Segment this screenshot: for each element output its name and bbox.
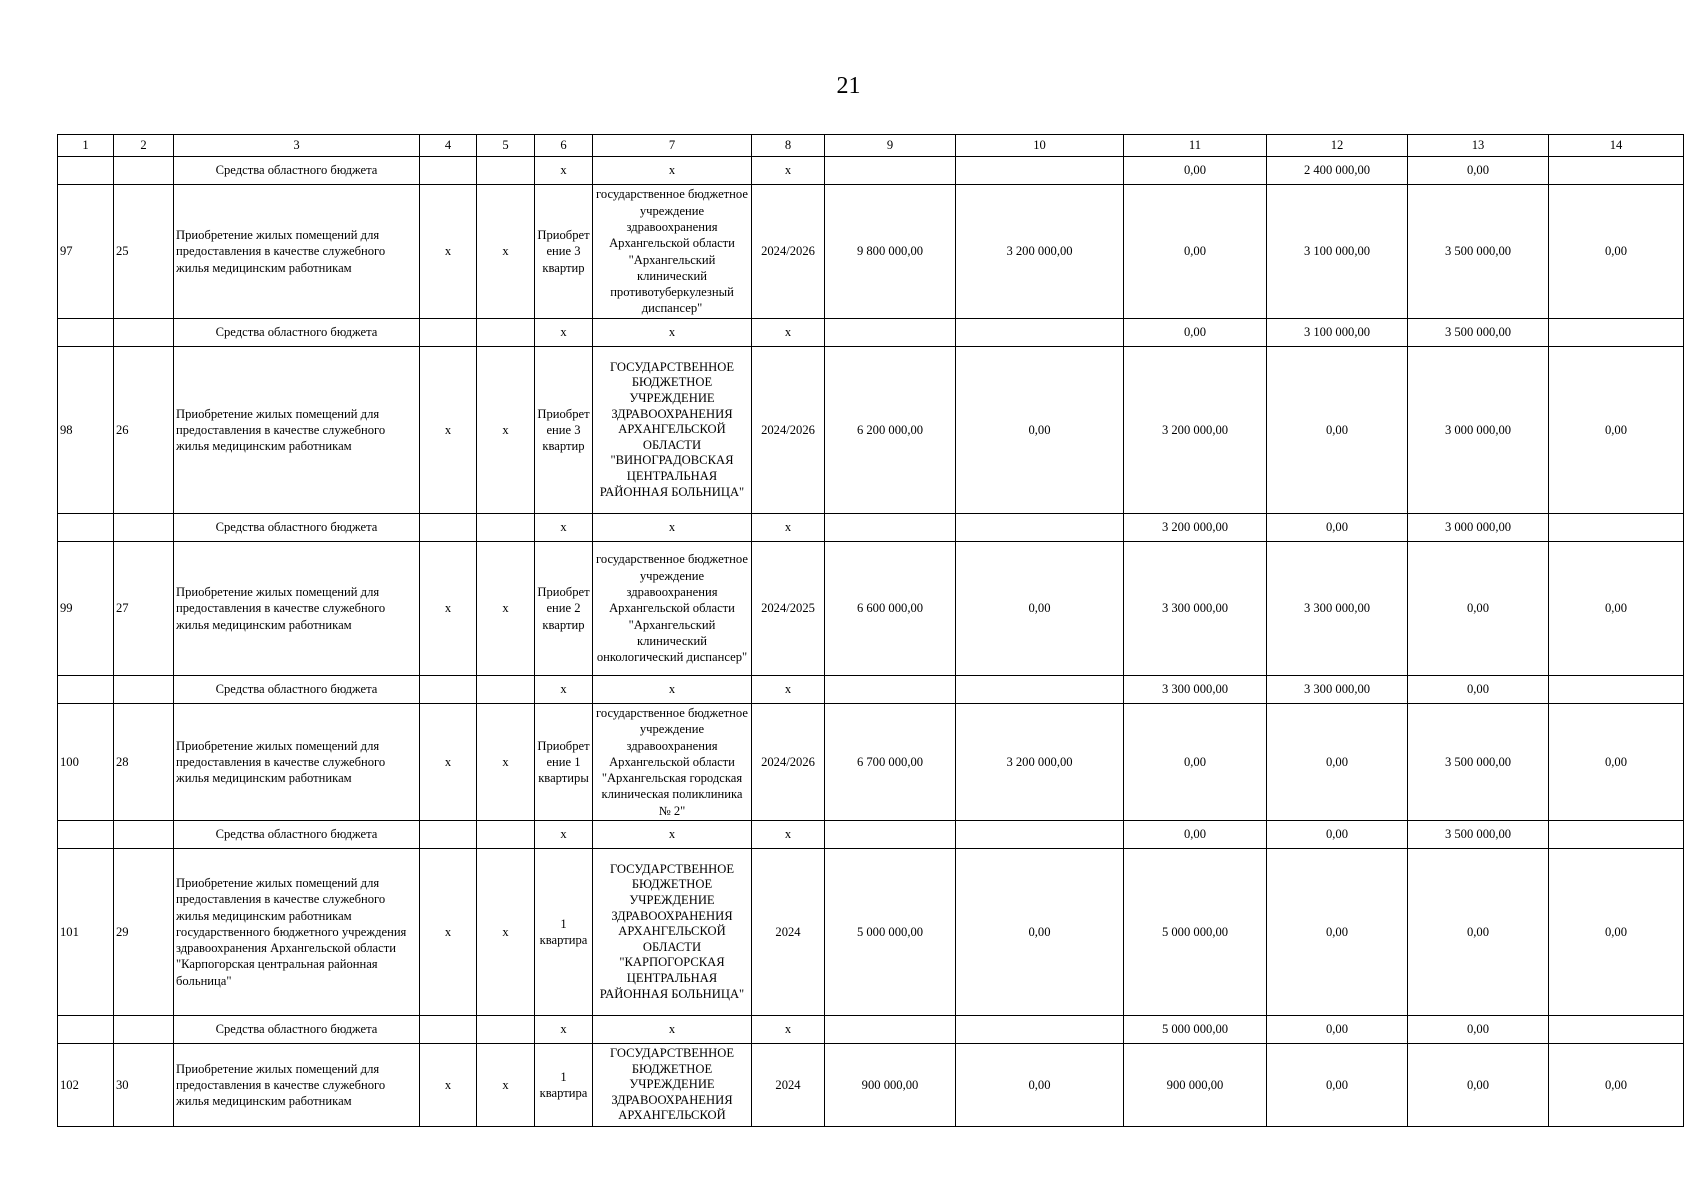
- total-amount: [825, 514, 956, 542]
- amount-col11: 3 200 000,00: [1124, 347, 1267, 514]
- total-amount: 6 200 000,00: [825, 347, 956, 514]
- result-description: 1 квартира: [535, 849, 593, 1016]
- cell-col4: х: [420, 347, 477, 514]
- amount-col10: [956, 821, 1124, 849]
- responsible-organization: х: [593, 821, 752, 849]
- table-header-row: [58, 135, 1684, 157]
- cell-col5: [477, 676, 535, 704]
- responsible-organization: государственное бюджетное учреждение здравоохранения Архангельской области "Архангельский клинический онкологический диспансер": [593, 542, 752, 676]
- result-description: Приобретение 2 квартир: [535, 542, 593, 676]
- amount-col10: [956, 676, 1124, 704]
- table-row: [58, 849, 1684, 1016]
- total-amount: 900 000,00: [825, 1044, 956, 1127]
- result-description: 1 квартира: [535, 1044, 593, 1127]
- period-years: х: [752, 821, 825, 849]
- period-years: х: [752, 157, 825, 185]
- amount-col13: 0,00: [1408, 157, 1549, 185]
- event-name: Средства областного бюджета: [174, 514, 420, 542]
- amount-col13: 3 000 000,00: [1408, 347, 1549, 514]
- total-amount: 6 700 000,00: [825, 704, 956, 821]
- amount-col10: 0,00: [956, 542, 1124, 676]
- item-number: [114, 157, 174, 185]
- amount-col12: 0,00: [1267, 1044, 1408, 1127]
- result-description: х: [535, 676, 593, 704]
- amount-col11: 0,00: [1124, 821, 1267, 849]
- page-number: 21: [836, 73, 861, 99]
- budget-source-row: [58, 319, 1684, 347]
- column-number-header: 12: [1267, 135, 1408, 157]
- result-description: х: [535, 157, 593, 185]
- budget-source-row: [58, 1016, 1684, 1044]
- total-amount: [825, 1016, 956, 1044]
- item-number: [114, 514, 174, 542]
- responsible-organization: государственное бюджетное учреждение здравоохранения Архангельской области "Архангельский клинический противотуберкулезный диспансер": [593, 185, 752, 319]
- period-years: 2024/2026: [752, 704, 825, 821]
- amount-col13: 3 500 000,00: [1408, 185, 1549, 319]
- row-number: 100: [58, 704, 114, 821]
- period-years: 2024: [752, 849, 825, 1016]
- item-number: 26: [114, 347, 174, 514]
- cell-col4: [420, 1016, 477, 1044]
- event-name: Средства областного бюджета: [174, 676, 420, 704]
- amount-col14: 0,00: [1549, 1044, 1684, 1127]
- table-row: [58, 542, 1684, 676]
- budget-source-row: [58, 514, 1684, 542]
- amount-col12: 0,00: [1267, 514, 1408, 542]
- row-number: 101: [58, 849, 114, 1016]
- total-amount: [825, 319, 956, 347]
- amount-col12: 3 300 000,00: [1267, 542, 1408, 676]
- responsible-organization: ГОСУДАРСТВЕННОЕ БЮДЖЕТНОЕ УЧРЕЖДЕНИЕ ЗДРАВООХРАНЕНИЯ АРХАНГЕЛЬСКОЙ ОБЛАСТИ "ВИНОГРАДОВСКАЯ ЦЕНТРАЛЬНАЯ РАЙОННАЯ БОЛЬНИЦА": [593, 347, 752, 514]
- column-number-header: 4: [420, 135, 477, 157]
- amount-col13: 0,00: [1408, 1016, 1549, 1044]
- column-number-header: 6: [535, 135, 593, 157]
- amount-col14: [1549, 676, 1684, 704]
- cell-col5: х: [477, 704, 535, 821]
- total-amount: 5 000 000,00: [825, 849, 956, 1016]
- result-description: х: [535, 319, 593, 347]
- cell-col4: [420, 514, 477, 542]
- column-number-header: 3: [174, 135, 420, 157]
- amount-col11: 0,00: [1124, 319, 1267, 347]
- amount-col11: 900 000,00: [1124, 1044, 1267, 1127]
- budget-table: [57, 134, 1684, 1127]
- total-amount: 6 600 000,00: [825, 542, 956, 676]
- item-number: [114, 821, 174, 849]
- result-description: х: [535, 1016, 593, 1044]
- cell-col4: х: [420, 185, 477, 319]
- row-number: 99: [58, 542, 114, 676]
- row-number: 102: [58, 1044, 114, 1127]
- amount-col10: 0,00: [956, 849, 1124, 1016]
- event-name: Приобретение жилых помещений для предоставления в качестве служебного жилья медицинским работникам государственного бюджетного учреждения здравоохранения Архангельской области "Карпогорская центральная районная больница": [174, 849, 420, 1016]
- period-years: х: [752, 1016, 825, 1044]
- period-years: х: [752, 319, 825, 347]
- amount-col12: 0,00: [1267, 821, 1408, 849]
- column-number-header: 2: [114, 135, 174, 157]
- responsible-organization: ГОСУДАРСТВЕННОЕ БЮДЖЕТНОЕ УЧРЕЖДЕНИЕ ЗДРАВООХРАНЕНИЯ АРХАНГЕЛЬСКОЙ: [593, 1044, 752, 1127]
- amount-col10: 0,00: [956, 347, 1124, 514]
- amount-col10: [956, 1016, 1124, 1044]
- amount-col11: 3 300 000,00: [1124, 542, 1267, 676]
- row-number: [58, 514, 114, 542]
- amount-col13: 0,00: [1408, 542, 1549, 676]
- period-years: 2024/2026: [752, 185, 825, 319]
- period-years: 2024/2025: [752, 542, 825, 676]
- amount-col10: 0,00: [956, 1044, 1124, 1127]
- total-amount: [825, 821, 956, 849]
- cell-col4: [420, 676, 477, 704]
- event-name: Средства областного бюджета: [174, 821, 420, 849]
- cell-col5: [477, 1016, 535, 1044]
- table-row: [58, 704, 1684, 821]
- result-description: Приобретение 3 квартир: [535, 347, 593, 514]
- column-number-header: 5: [477, 135, 535, 157]
- row-number: [58, 319, 114, 347]
- column-number-header: 13: [1408, 135, 1549, 157]
- row-number: 97: [58, 185, 114, 319]
- responsible-organization: х: [593, 319, 752, 347]
- column-number-header: 14: [1549, 135, 1684, 157]
- row-number: [58, 157, 114, 185]
- amount-col14: 0,00: [1549, 185, 1684, 319]
- cell-col5: [477, 157, 535, 185]
- event-name: Средства областного бюджета: [174, 1016, 420, 1044]
- amount-col10: [956, 319, 1124, 347]
- item-number: 28: [114, 704, 174, 821]
- total-amount: [825, 157, 956, 185]
- column-number-header: 7: [593, 135, 752, 157]
- amount-col13: 0,00: [1408, 849, 1549, 1016]
- result-description: х: [535, 821, 593, 849]
- responsible-organization: х: [593, 157, 752, 185]
- row-number: [58, 676, 114, 704]
- cell-col4: х: [420, 849, 477, 1016]
- cell-col4: [420, 157, 477, 185]
- event-name: Средства областного бюджета: [174, 157, 420, 185]
- amount-col10: 3 200 000,00: [956, 704, 1124, 821]
- amount-col14: [1549, 319, 1684, 347]
- item-number: 25: [114, 185, 174, 319]
- responsible-organization: государственное бюджетное учреждение здравоохранения Архангельской области "Архангельская городская клиническая поликлиника № 2": [593, 704, 752, 821]
- amount-col14: [1549, 821, 1684, 849]
- column-number-header: 9: [825, 135, 956, 157]
- event-name: Приобретение жилых помещений для предоставления в качестве служебного жилья медицинским работникам: [174, 1044, 420, 1127]
- period-years: 2024/2026: [752, 347, 825, 514]
- amount-col14: 0,00: [1549, 347, 1684, 514]
- amount-col14: [1549, 514, 1684, 542]
- total-amount: [825, 676, 956, 704]
- cell-col5: х: [477, 347, 535, 514]
- cell-col5: х: [477, 185, 535, 319]
- amount-col13: 0,00: [1408, 1044, 1549, 1127]
- responsible-organization: ГОСУДАРСТВЕННОЕ БЮДЖЕТНОЕ УЧРЕЖДЕНИЕ ЗДРАВООХРАНЕНИЯ АРХАНГЕЛЬСКОЙ ОБЛАСТИ "КАРПОГОРСКАЯ ЦЕНТРАЛЬНАЯ РАЙОННАЯ БОЛЬНИЦА": [593, 849, 752, 1016]
- responsible-organization: х: [593, 514, 752, 542]
- cell-col4: [420, 319, 477, 347]
- amount-col12: 0,00: [1267, 704, 1408, 821]
- cell-col5: [477, 821, 535, 849]
- period-years: х: [752, 676, 825, 704]
- budget-source-row: [58, 676, 1684, 704]
- result-description: х: [535, 514, 593, 542]
- amount-col12: 3 100 000,00: [1267, 319, 1408, 347]
- cell-col4: х: [420, 542, 477, 676]
- item-number: 27: [114, 542, 174, 676]
- amount-col11: 5 000 000,00: [1124, 1016, 1267, 1044]
- event-name: Приобретение жилых помещений для предоставления в качестве служебного жилья медицинским работникам: [174, 704, 420, 821]
- column-number-header: 10: [956, 135, 1124, 157]
- result-description: Приобретение 3 квартир: [535, 185, 593, 319]
- amount-col11: 0,00: [1124, 185, 1267, 319]
- period-years: х: [752, 514, 825, 542]
- amount-col12: 3 300 000,00: [1267, 676, 1408, 704]
- amount-col13: 3 500 000,00: [1408, 319, 1549, 347]
- item-number: [114, 319, 174, 347]
- budget-source-row: [58, 821, 1684, 849]
- event-name: Приобретение жилых помещений для предоставления в качестве служебного жилья медицинским работникам: [174, 185, 420, 319]
- amount-col12: 3 100 000,00: [1267, 185, 1408, 319]
- item-number: [114, 676, 174, 704]
- event-name: Приобретение жилых помещений для предоставления в качестве служебного жилья медицинским работникам: [174, 347, 420, 514]
- amount-col13: 0,00: [1408, 676, 1549, 704]
- amount-col14: [1549, 157, 1684, 185]
- amount-col12: 0,00: [1267, 347, 1408, 514]
- row-number: 98: [58, 347, 114, 514]
- amount-col10: [956, 514, 1124, 542]
- column-number-header: 1: [58, 135, 114, 157]
- amount-col11: 3 200 000,00: [1124, 514, 1267, 542]
- item-number: [114, 1016, 174, 1044]
- amount-col13: 3 500 000,00: [1408, 704, 1549, 821]
- amount-col13: 3 500 000,00: [1408, 821, 1549, 849]
- amount-col14: 0,00: [1549, 849, 1684, 1016]
- cell-col4: х: [420, 1044, 477, 1127]
- cell-col5: х: [477, 849, 535, 1016]
- amount-col11: 0,00: [1124, 704, 1267, 821]
- table-row: [58, 1044, 1684, 1127]
- responsible-organization: х: [593, 676, 752, 704]
- cell-col4: х: [420, 704, 477, 821]
- table-row: [58, 347, 1684, 514]
- amount-col14: 0,00: [1549, 542, 1684, 676]
- result-description: Приобретение 1 квартиры: [535, 704, 593, 821]
- amount-col10: [956, 157, 1124, 185]
- amount-col12: 0,00: [1267, 1016, 1408, 1044]
- amount-col11: 0,00: [1124, 157, 1267, 185]
- amount-col10: 3 200 000,00: [956, 185, 1124, 319]
- cell-col5: [477, 319, 535, 347]
- cell-col5: х: [477, 542, 535, 676]
- event-name: Приобретение жилых помещений для предоставления в качестве служебного жилья медицинским работникам: [174, 542, 420, 676]
- amount-col12: 0,00: [1267, 849, 1408, 1016]
- amount-col13: 3 000 000,00: [1408, 514, 1549, 542]
- column-number-header: 11: [1124, 135, 1267, 157]
- row-number: [58, 821, 114, 849]
- cell-col5: х: [477, 1044, 535, 1127]
- item-number: 30: [114, 1044, 174, 1127]
- amount-col11: 5 000 000,00: [1124, 849, 1267, 1016]
- total-amount: 9 800 000,00: [825, 185, 956, 319]
- responsible-organization: х: [593, 1016, 752, 1044]
- column-number-header: 8: [752, 135, 825, 157]
- item-number: 29: [114, 849, 174, 1016]
- amount-col14: [1549, 1016, 1684, 1044]
- cell-col4: [420, 821, 477, 849]
- row-number: [58, 1016, 114, 1044]
- period-years: 2024: [752, 1044, 825, 1127]
- event-name: Средства областного бюджета: [174, 319, 420, 347]
- amount-col12: 2 400 000,00: [1267, 157, 1408, 185]
- table-row: [58, 185, 1684, 319]
- budget-source-row: [58, 157, 1684, 185]
- cell-col5: [477, 514, 535, 542]
- amount-col14: 0,00: [1549, 704, 1684, 821]
- amount-col11: 3 300 000,00: [1124, 676, 1267, 704]
